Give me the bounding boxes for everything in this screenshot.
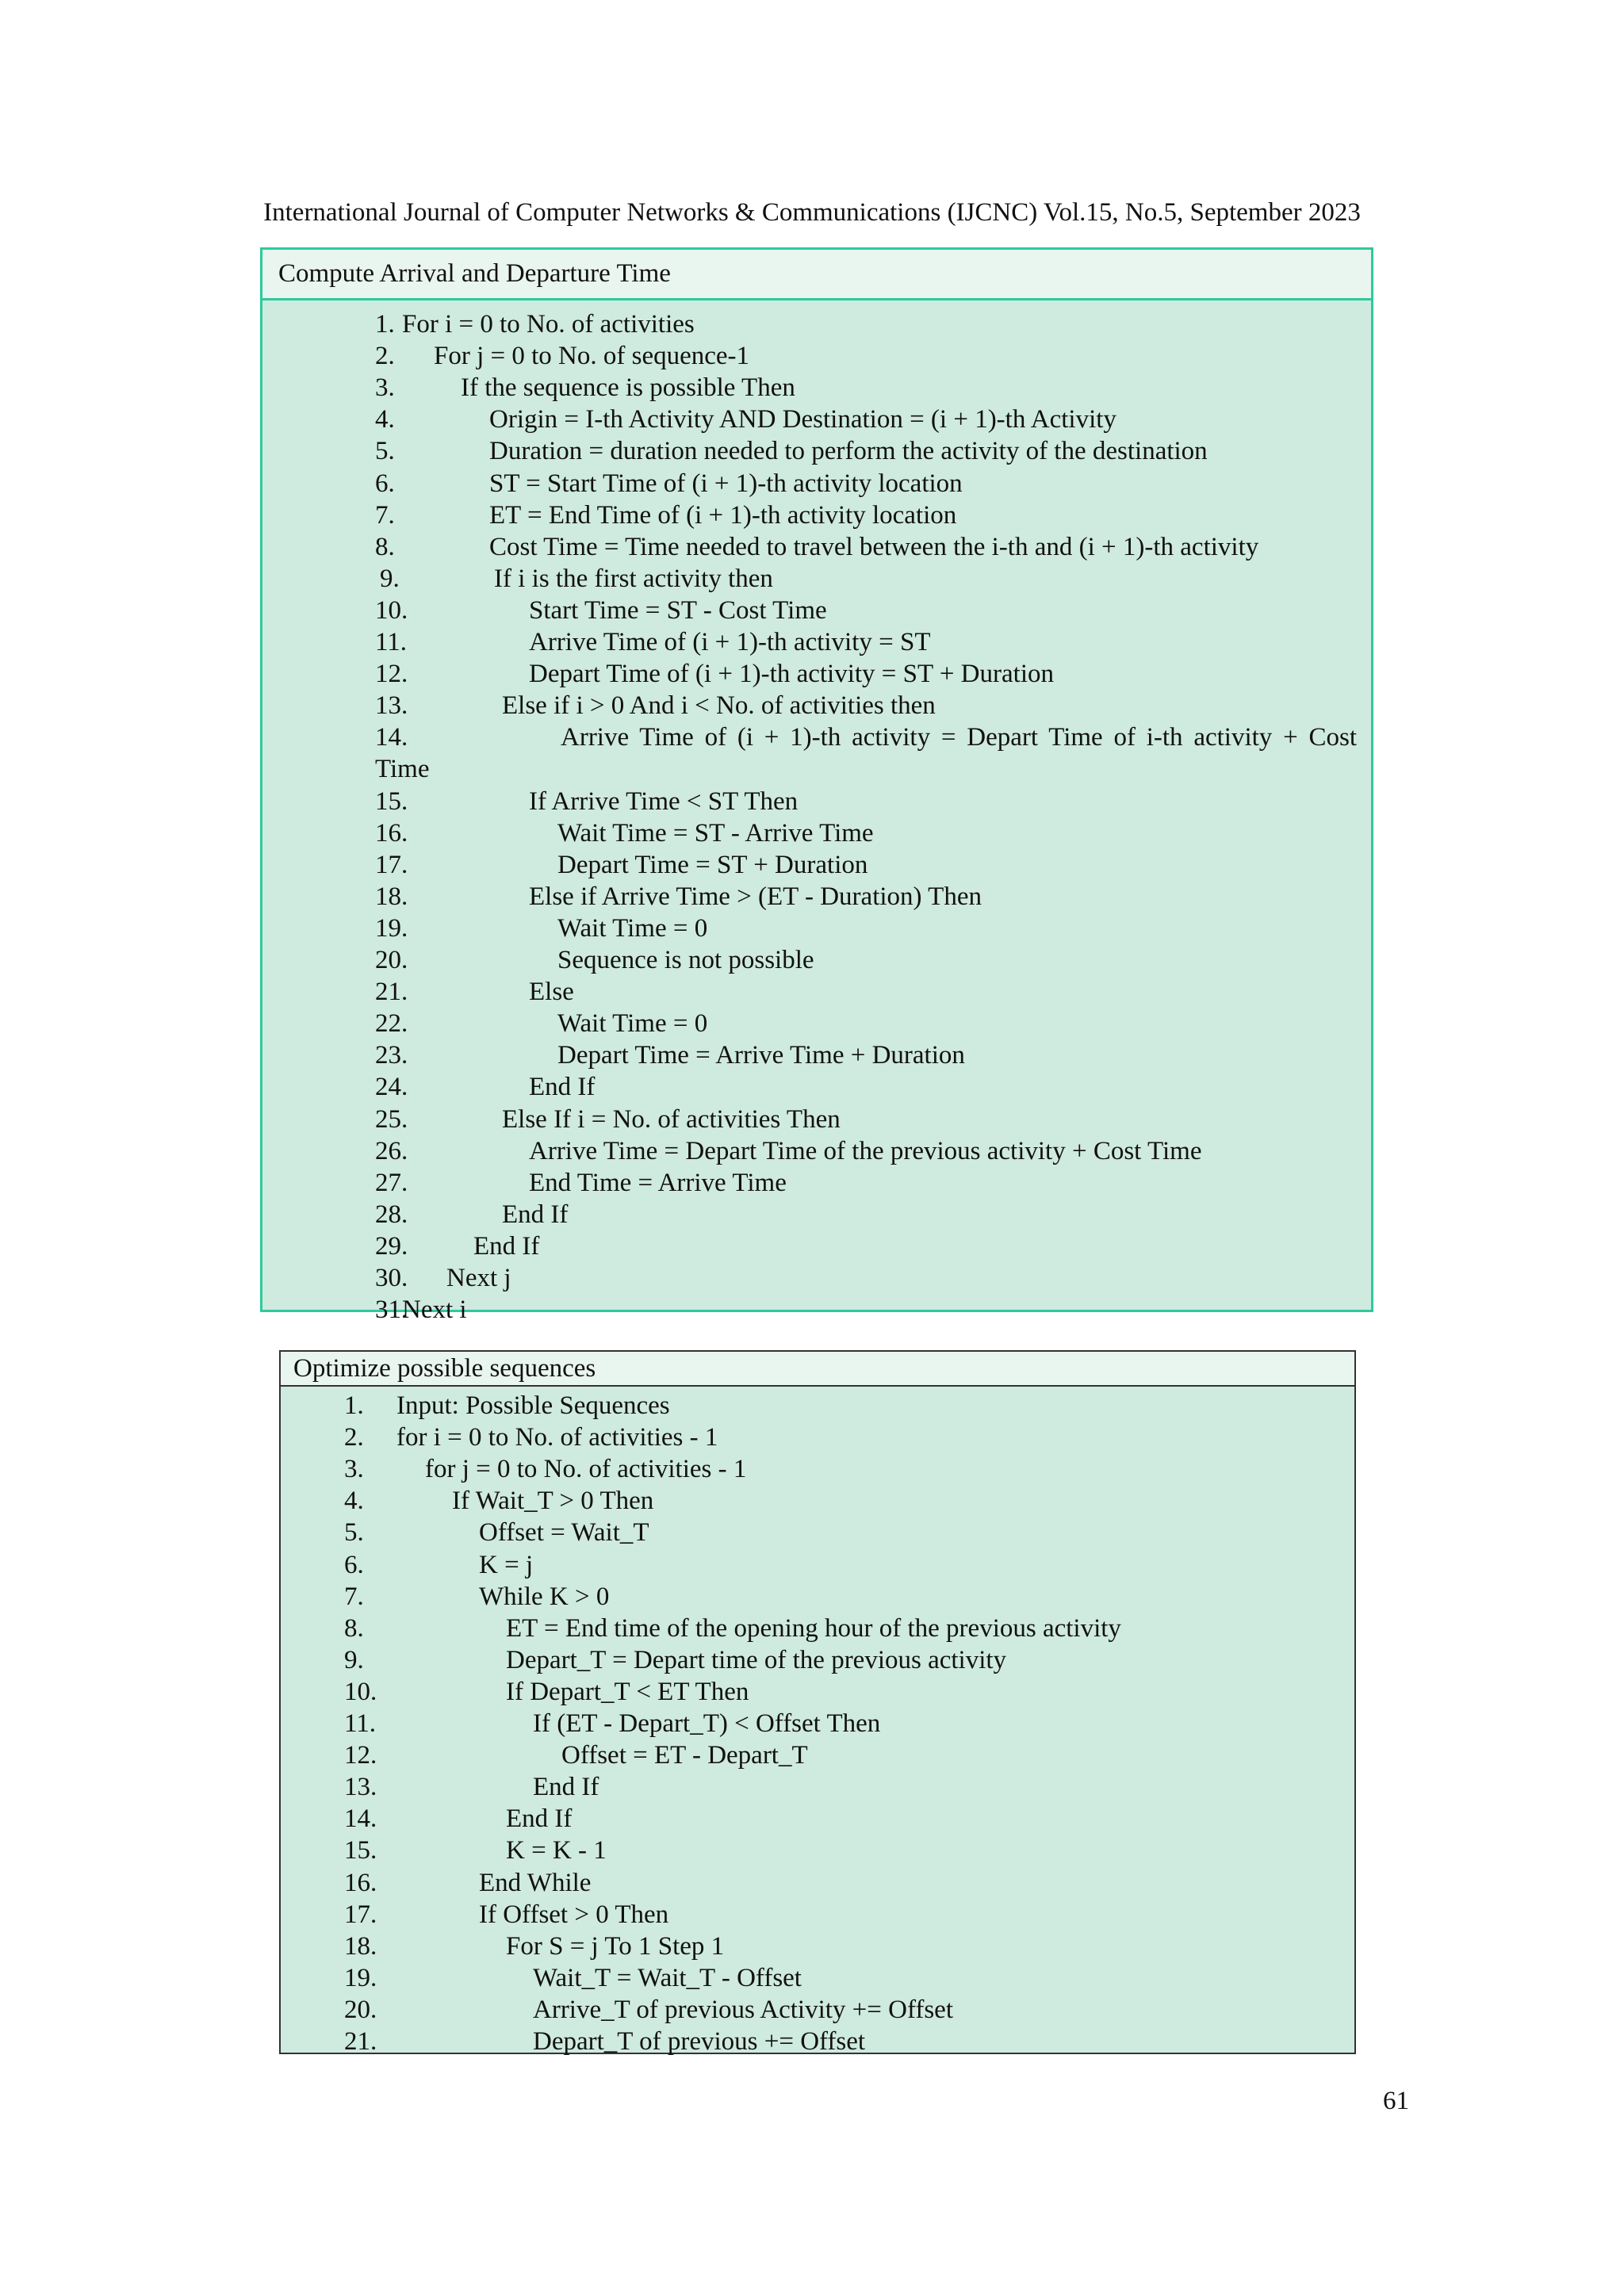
line-text: Wait_T = Wait_T - Offset bbox=[533, 1963, 802, 1992]
line-text: Offset = ET - Depart_T bbox=[561, 1741, 808, 1770]
line-number: 18. bbox=[344, 1931, 377, 1961]
line-text: For j = 0 to No. of sequence-1 bbox=[434, 342, 750, 371]
line-number: 16. bbox=[344, 1868, 377, 1897]
line-text: Arrive Time = Depart Time of the previous activity + Cost Time bbox=[529, 1136, 1202, 1165]
line-text: Cost Time = Time needed to travel between the i-th and (i + 1)-th activity bbox=[489, 532, 1259, 561]
line-text: Depart_T = Depart time of the previous activity bbox=[506, 1645, 1007, 1674]
line-number: 7. bbox=[344, 1582, 364, 1611]
line-number: 8. bbox=[344, 1613, 364, 1643]
line-text: Offset = Wait_T bbox=[479, 1518, 649, 1548]
line-text: Arrive Time of (i + 1)-th activity = ST bbox=[529, 628, 931, 656]
line-number: 2. bbox=[344, 1423, 364, 1452]
line-text: End While bbox=[479, 1868, 592, 1897]
line-number: 21. bbox=[375, 978, 408, 1007]
line-text: Depart_T of previous += Offset bbox=[533, 2027, 866, 2056]
algorithm-title: Compute Arrival and Departure Time bbox=[262, 250, 1371, 300]
line-number: 1. bbox=[375, 310, 395, 339]
line-number: 15. bbox=[375, 786, 408, 816]
line-number: 17. bbox=[344, 1900, 377, 1929]
line-text: End If bbox=[473, 1231, 540, 1261]
line-number: 12. bbox=[344, 1741, 377, 1770]
line-number: 3. bbox=[375, 373, 395, 403]
page-number: 61 bbox=[1383, 2087, 1409, 2115]
line-number: 6. bbox=[344, 1550, 364, 1579]
line-number: 11. bbox=[375, 628, 408, 656]
line-number: 5. bbox=[375, 437, 395, 466]
line-text: If Depart_T < ET Then bbox=[506, 1677, 749, 1706]
line-text: For S = j To 1 Step 1 bbox=[506, 1931, 725, 1961]
line-text: Start Time = ST - Cost Time bbox=[529, 595, 827, 625]
line-text: End If bbox=[502, 1200, 569, 1229]
line-text: Wait Time = 0 bbox=[557, 913, 708, 943]
line-number: 6. bbox=[375, 469, 395, 498]
line-number: 19. bbox=[344, 1963, 377, 1992]
line-number: 22. bbox=[375, 1009, 408, 1039]
line-number: 26. bbox=[375, 1136, 408, 1165]
line-text: If i is the first activity then bbox=[494, 564, 773, 593]
line-number: 12. bbox=[375, 660, 408, 689]
line-text: Duration = duration needed to perform the activity of the destination bbox=[489, 437, 1208, 466]
line-number: 13. bbox=[344, 1773, 377, 1802]
line-text: End If bbox=[533, 1773, 599, 1802]
line-number: 29. bbox=[375, 1231, 408, 1261]
line-number: 13. bbox=[375, 691, 408, 721]
line-number: 4. bbox=[375, 405, 395, 434]
line-text: Depart Time = ST + Duration bbox=[557, 850, 868, 879]
line-text: If Offset > 0 Then bbox=[479, 1900, 669, 1929]
line-number: 25. bbox=[375, 1104, 408, 1134]
line-text: Input: Possible Sequences bbox=[396, 1391, 670, 1420]
line-number: 4. bbox=[344, 1487, 364, 1516]
line-number: 3. bbox=[344, 1455, 364, 1484]
line-text: Sequence is not possible bbox=[557, 946, 814, 974]
algorithm-compute-arrival-departure bbox=[260, 247, 1373, 1325]
line-text: Else if i > 0 And i < No. of activities then bbox=[502, 691, 936, 721]
line-number: 9. bbox=[380, 564, 400, 593]
line-number: 31. bbox=[375, 1295, 408, 1325]
line-number: 30. bbox=[375, 1264, 408, 1292]
line-text: ET = End time of the opening hour of the previous activity bbox=[506, 1613, 1121, 1643]
line-text: for j = 0 to No. of activities - 1 bbox=[425, 1455, 747, 1484]
line-text: K = j bbox=[479, 1550, 534, 1579]
line-text: For i = 0 to No. of activities bbox=[402, 310, 695, 339]
line-number: 8. bbox=[375, 532, 395, 561]
line-text: Arrive_T of previous Activity += Offset bbox=[533, 1995, 953, 2024]
line-text: Wait Time = ST - Arrive Time bbox=[557, 818, 874, 848]
line-text: End If bbox=[529, 1073, 596, 1102]
line-text: Else if Arrive Time > (ET - Duration) Then bbox=[529, 882, 982, 911]
line-number: 21. bbox=[344, 2027, 377, 2056]
line-number: 2. bbox=[375, 342, 395, 371]
algorithm-optimize-sequences bbox=[279, 1350, 1356, 2054]
line-number: 16. bbox=[375, 818, 408, 848]
line-text: If Wait_T > 0 Then bbox=[452, 1487, 654, 1516]
algorithm-lines bbox=[262, 300, 1371, 1325]
line-number: 11. bbox=[344, 1709, 377, 1738]
line-text: for i = 0 to No. of activities - 1 bbox=[396, 1423, 718, 1452]
line-number: 28. bbox=[375, 1200, 408, 1229]
line-text: If Arrive Time < ST Then bbox=[529, 786, 799, 816]
line-text: End Time = Arrive Time bbox=[529, 1168, 787, 1197]
line-text: ET = End Time of (i + 1)-th activity location bbox=[489, 500, 957, 530]
line-text: Else bbox=[529, 978, 574, 1007]
line-text: If the sequence is possible Then bbox=[461, 373, 795, 403]
line-number: 23. bbox=[375, 1041, 408, 1070]
line-text: If (ET - Depart_T) < Offset Then bbox=[533, 1709, 881, 1738]
line-text: Next i bbox=[402, 1295, 467, 1325]
line-text: Depart Time = Arrive Time + Duration bbox=[557, 1041, 965, 1070]
line-number: 1. bbox=[344, 1391, 364, 1420]
line-number: 18. bbox=[375, 882, 408, 911]
line-number: 7. bbox=[375, 500, 395, 530]
algorithm-title: Optimize possible sequences bbox=[281, 1352, 1354, 1387]
line-number: 5. bbox=[344, 1518, 364, 1548]
line-text: ST = Start Time of (i + 1)-th activity location bbox=[489, 469, 963, 498]
line-text: Arrive Time of (i + 1)-th activity = Depart Time of i-th activity + Cost bbox=[561, 723, 1357, 752]
line-number: 9. bbox=[344, 1645, 364, 1674]
line-number: 20. bbox=[375, 946, 408, 974]
line-text: Origin = I-th Activity AND Destination = (i + 1)-th Activity bbox=[489, 405, 1116, 434]
algorithm-lines bbox=[281, 1387, 1354, 2056]
line-number: 19. bbox=[375, 913, 408, 943]
line-number: 15. bbox=[344, 1836, 377, 1866]
line-text: Time bbox=[375, 755, 430, 784]
line-number: 17. bbox=[375, 850, 408, 879]
line-text: While K > 0 bbox=[479, 1582, 610, 1611]
line-number: 14. bbox=[375, 723, 408, 752]
line-text: K = K - 1 bbox=[506, 1836, 607, 1866]
line-text: Next j bbox=[446, 1264, 511, 1292]
line-text: Depart Time of (i + 1)-th activity = ST + Duration bbox=[529, 660, 1054, 689]
line-number: 14. bbox=[344, 1804, 377, 1834]
line-number: 20. bbox=[344, 1995, 377, 2024]
line-text: Wait Time = 0 bbox=[557, 1009, 708, 1039]
line-number: 27. bbox=[375, 1168, 408, 1197]
line-text: End If bbox=[506, 1804, 573, 1834]
line-number: 24. bbox=[375, 1073, 408, 1102]
line-number: 10. bbox=[344, 1677, 377, 1706]
line-number: 10. bbox=[375, 595, 408, 625]
line-text: Else If i = No. of activities Then bbox=[502, 1104, 841, 1134]
journal-header: International Journal of Computer Networks & Communications (IJCNC) Vol.15, No.5, September 2023 bbox=[263, 198, 1361, 227]
